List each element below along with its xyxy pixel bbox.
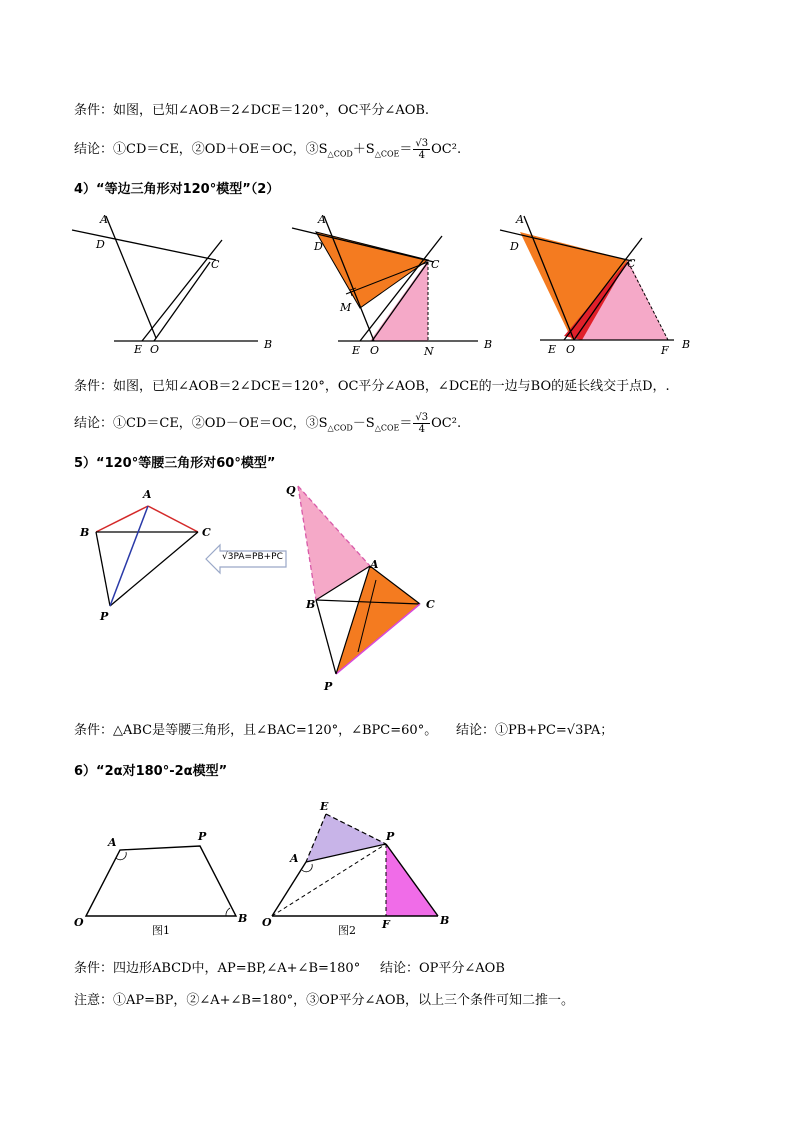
fig2-caption: 图2 bbox=[338, 924, 356, 937]
label-A: A bbox=[318, 213, 326, 226]
label-B: B bbox=[264, 338, 273, 351]
label-E: E bbox=[352, 344, 361, 357]
label-O: O bbox=[370, 344, 380, 357]
sec5-heading: 5）“120°等腰三角形对60°模型” bbox=[74, 456, 276, 471]
label-E: E bbox=[134, 343, 143, 356]
sec6-condition: 条件：四边形ABCD中，AP=BP,∠A+∠B=180° bbox=[74, 961, 361, 976]
label-A: A bbox=[516, 213, 524, 226]
label-P: P bbox=[100, 610, 109, 623]
sec4-figure-3 bbox=[496, 208, 706, 358]
label-O: O bbox=[262, 916, 272, 929]
label-E: E bbox=[320, 800, 329, 813]
sec4-conclusion: 结论：①CD＝CE，②OD－OE＝OC，$③S_{\triangle COD}-S_{\triangle COE}=$ $\frac{√3}{4}$ OC². bbox=[74, 412, 462, 435]
label-F: F bbox=[382, 918, 390, 931]
sec6-note: 注意：①AP=BP，②∠A+∠B=180°，③OP平分∠AOB，以上三个条件可知二推一。 bbox=[74, 993, 575, 1008]
sec6-conclusion: 结论：OP平分∠AOB bbox=[380, 961, 505, 976]
label-P: P bbox=[386, 830, 395, 843]
sec6-heading: 6）“2α对180°-2α模型” bbox=[74, 764, 228, 779]
label-A: A bbox=[143, 488, 152, 501]
label-O: O bbox=[150, 343, 160, 356]
sec5-figure-left bbox=[78, 484, 218, 624]
sec3-condition: 条件：如图，已知∠AOB＝2∠DCE＝120°，OC平分∠AOB. bbox=[74, 103, 430, 118]
label-C: C bbox=[431, 258, 440, 271]
sec5-condition: 条件：△ABC是等腰三角形，且∠BAC=120°，∠BPC=60°。 bbox=[74, 723, 438, 738]
label-B: B bbox=[306, 598, 316, 611]
label-O: O bbox=[74, 916, 84, 929]
label-B: B bbox=[238, 912, 248, 925]
label-N: N bbox=[424, 345, 434, 358]
label-P: P bbox=[198, 830, 207, 843]
sec5-conclusion: 结论：①PB+PC=√3PA； bbox=[456, 723, 614, 738]
sec4-condition: 条件：如图，已知∠AOB＝2∠DCE＝120°，OC平分∠AOB，∠DCE的一边与BO的延长线交于点D，. bbox=[74, 379, 670, 394]
label-P: P bbox=[324, 680, 333, 693]
sec4-figure-2 bbox=[288, 208, 498, 358]
label-B: B bbox=[80, 526, 90, 539]
label-B: B bbox=[484, 338, 493, 351]
sec6-figure-1 bbox=[74, 822, 254, 942]
sec5-arrow-label: √3PA=PB+PC bbox=[222, 552, 283, 562]
sec4-figure-1 bbox=[70, 208, 280, 358]
fig1-caption: 图1 bbox=[152, 924, 170, 937]
label-F: F bbox=[661, 344, 669, 357]
label-B: B bbox=[682, 338, 691, 351]
label-D: D bbox=[314, 240, 323, 253]
label-A: A bbox=[290, 852, 299, 865]
label-A: A bbox=[108, 836, 117, 849]
label-C: C bbox=[211, 258, 220, 271]
label-D: D bbox=[96, 238, 105, 251]
sec4-fraction: $\frac{√3}{4}$ bbox=[415, 412, 429, 435]
label-C: C bbox=[426, 598, 435, 611]
label-D: D bbox=[510, 240, 519, 253]
sec4-heading: 4）“等边三角形对120°模型”（2） bbox=[74, 182, 280, 197]
label-A: A bbox=[370, 558, 379, 571]
sec3-conclusion: 结论：①CD＝CE，②OD＋OE＝OC，$③S_{\triangle COD}+S_{\triangle COE}=$ $\frac{√3}{4}$ OC². bbox=[74, 138, 462, 161]
label-E: E bbox=[548, 343, 557, 356]
sec5-figure-right bbox=[280, 478, 450, 698]
label-C: C bbox=[627, 257, 636, 270]
label-C: C bbox=[202, 526, 211, 539]
label-O: O bbox=[566, 343, 576, 356]
label-Q: Q bbox=[286, 484, 296, 497]
label-A: A bbox=[100, 213, 108, 226]
sec3-fraction: $\frac{√3}{4}$ bbox=[415, 138, 429, 161]
label-B: B bbox=[440, 914, 450, 927]
sec6-figure-2 bbox=[262, 796, 462, 942]
label-M: M bbox=[340, 301, 352, 314]
